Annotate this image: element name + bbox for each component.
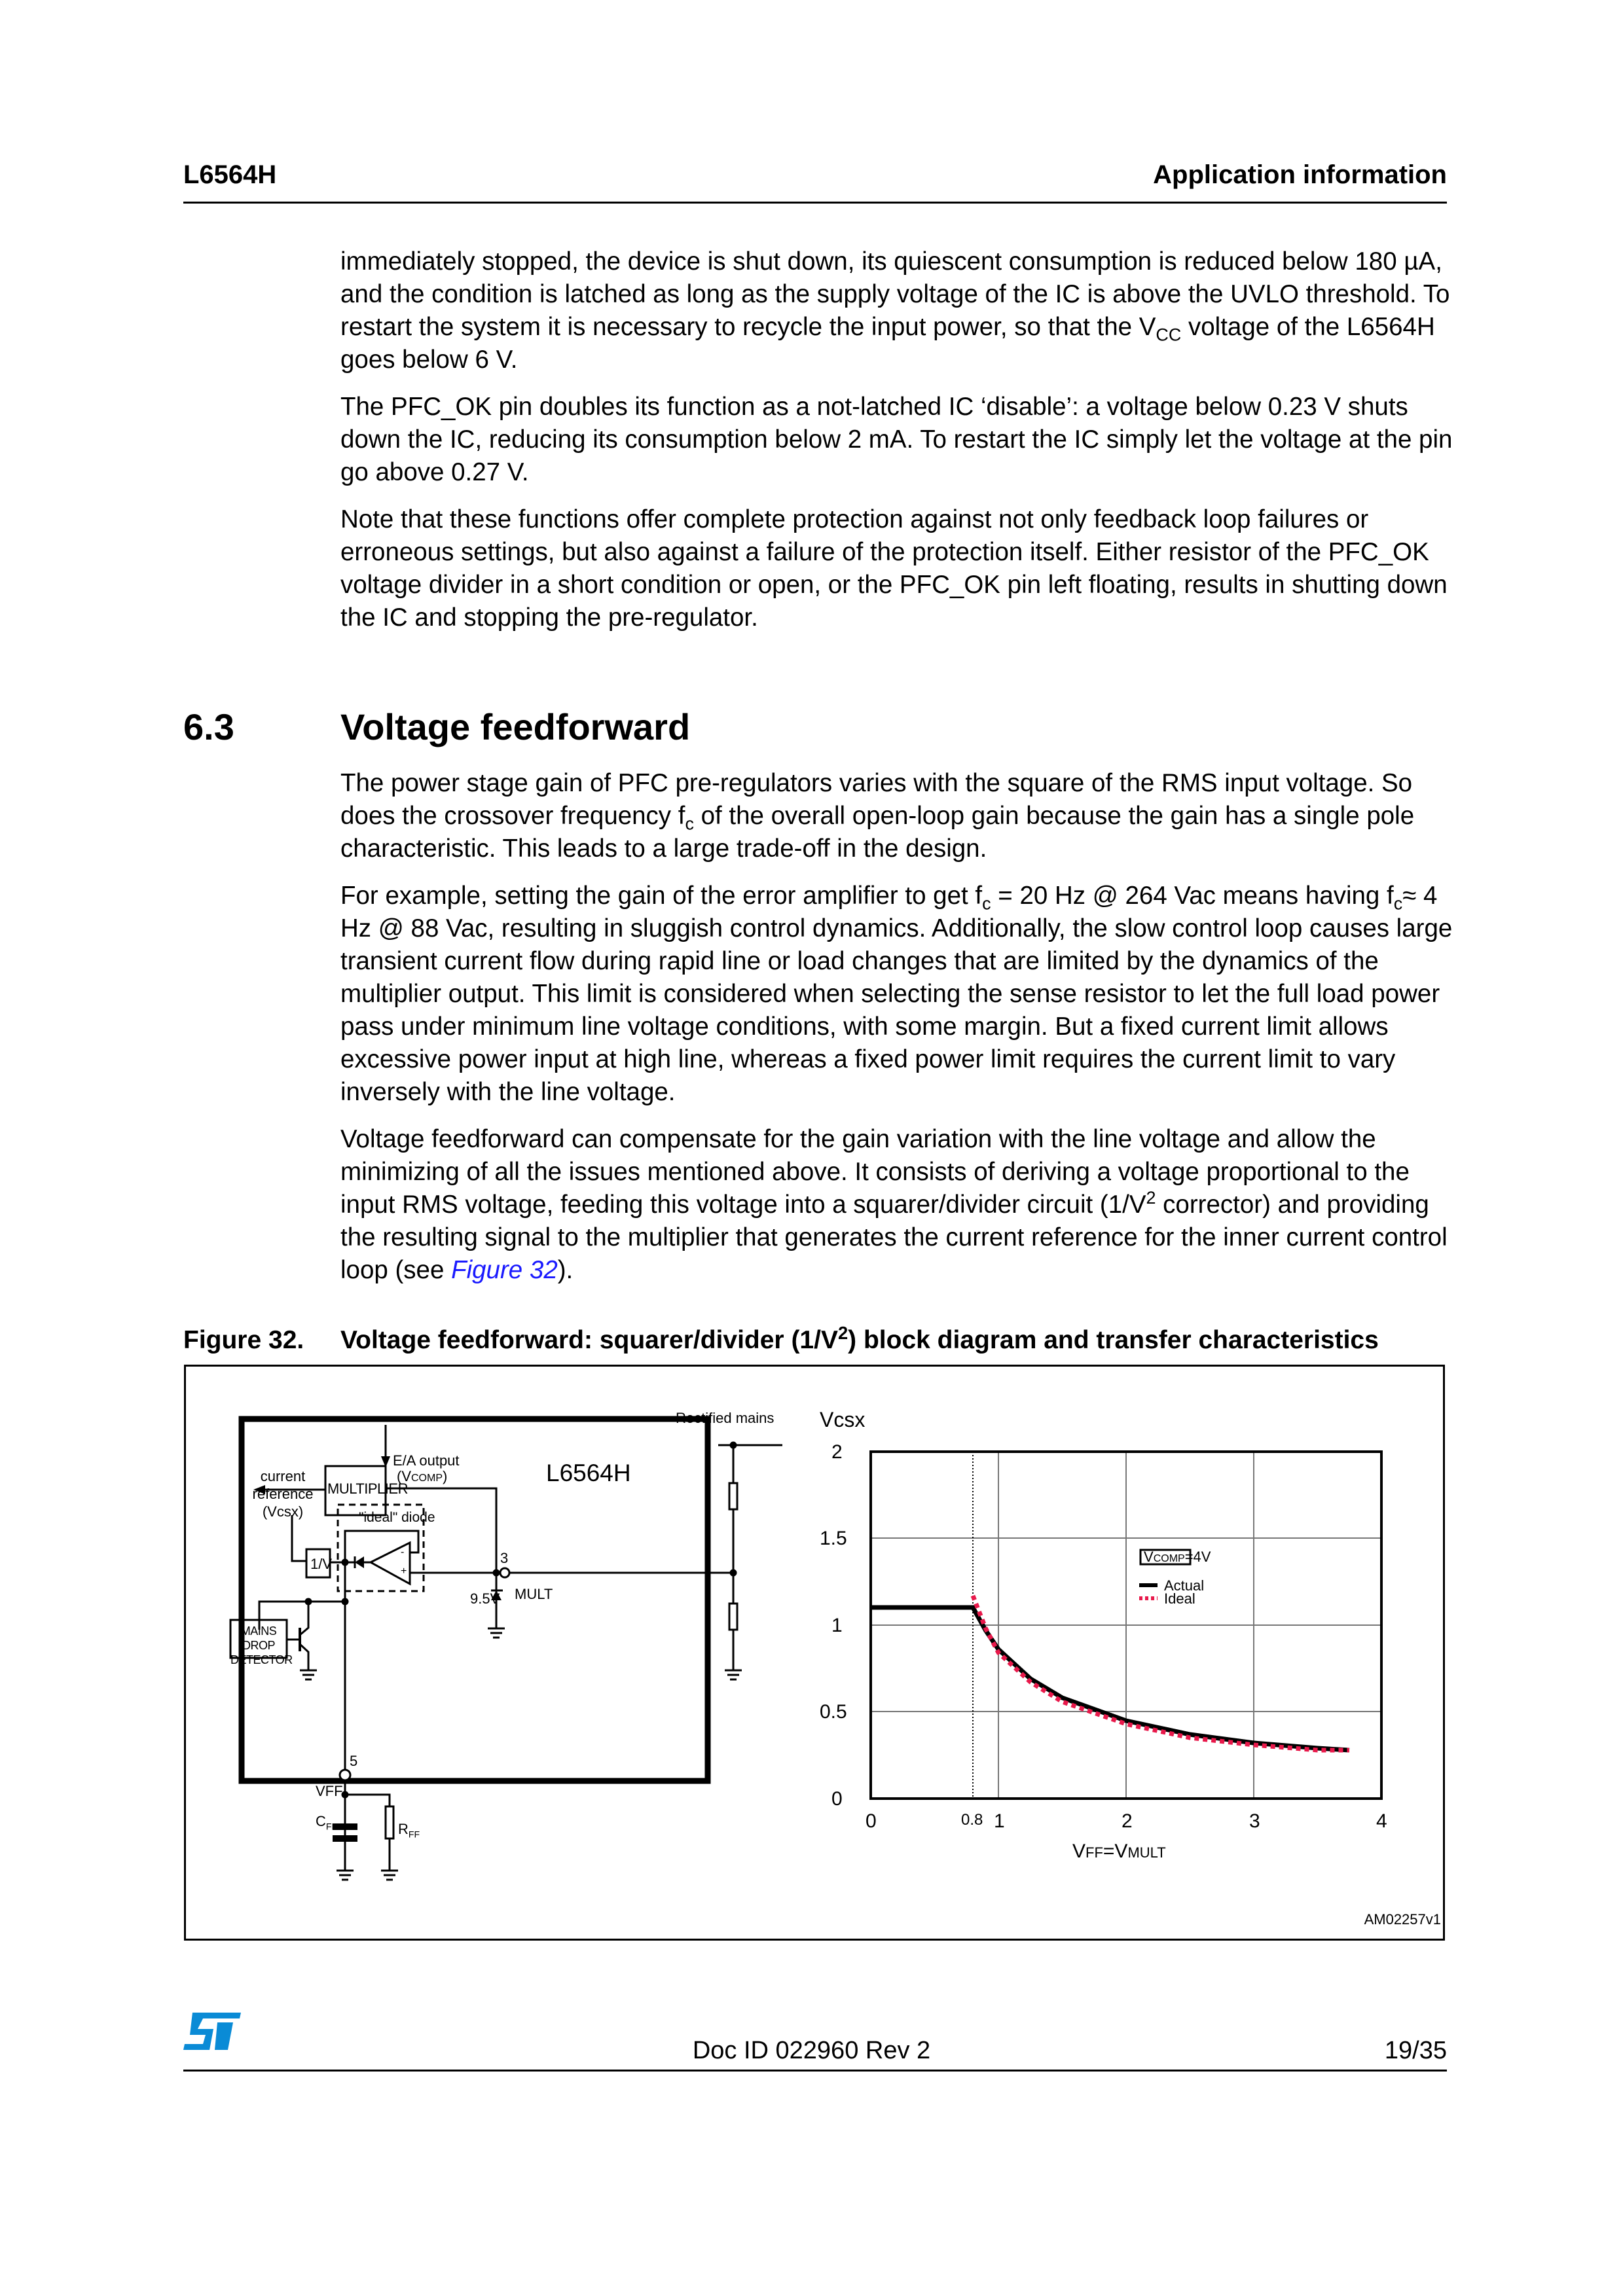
ic-name-label: L6564H <box>546 1460 631 1486</box>
vff-label: VFF <box>316 1783 343 1799</box>
text: corrector) and providing the resulting signal to the multiplier that generates the current reference for the inner current control loop (see <box>340 1191 1448 1284</box>
text: of the overall open-loop gain because the gain has a single pole characteristic. This leads to a large trade-off in the design. <box>340 802 1415 863</box>
subscript: c <box>1393 893 1403 914</box>
text: Voltage feedforward can compensate for the gain variation with the line voltage and allow the minimizing of all the issues mentioned above. It consists of deriving a voltage proportional to the input RMS voltage, feeding this voltage into a squarer/divider circuit (1/V <box>340 1125 1410 1219</box>
opamp-minus-label: - <box>401 1547 405 1558</box>
transfer-chart <box>805 1388 1447 1911</box>
diode-icon <box>355 1556 364 1568</box>
y-tick: 0.5 <box>820 1701 847 1723</box>
x-tick: 3 <box>1249 1810 1260 1832</box>
superscript: 2 <box>1146 1188 1156 1208</box>
multiplier-label: MULTIPLIER <box>327 1480 408 1497</box>
label-line: DETECTOR <box>230 1653 293 1666</box>
caption-text: ) block diagram and transfer characteristics <box>848 1326 1379 1354</box>
subscript: c <box>685 814 694 834</box>
series-actual <box>871 1607 1349 1750</box>
resistor-bottom <box>729 1604 737 1630</box>
mains-drop-label <box>230 1624 293 1667</box>
opamp-plus-label: + <box>401 1566 407 1577</box>
text: = 20 Hz @ 264 Vac means having f <box>991 882 1394 910</box>
text: ). <box>557 1256 574 1284</box>
pin5-icon <box>340 1770 350 1780</box>
label-line: current <box>260 1468 306 1484</box>
paragraph: The PFC_OK pin doubles its function as a not-latched IC ‘disable’: a voltage below 0.23 V shuts down the IC, reducing its consumption below 2 mA. To restart the IC simply let the voltage at the pin go above 0.27 V. <box>340 393 1453 486</box>
x-tick: 0 <box>866 1810 877 1832</box>
section-title: Voltage feedforward <box>340 706 691 747</box>
text: voltage of the L6564H goes below 6 V. <box>340 313 1435 374</box>
y-tick: 1 <box>831 1615 843 1636</box>
inv-label: 1/V <box>310 1556 333 1572</box>
text: The power stage gain of PFC pre-regulators varies with the square of the RMS input voltage. So does the crossover frequency f <box>340 769 1413 830</box>
text: C <box>316 1813 326 1829</box>
x-tick: 4 <box>1376 1810 1387 1832</box>
vcomp-label: VCOMP=4V <box>1144 1549 1211 1565</box>
cff-label <box>316 1813 337 1830</box>
y-tick: 0 <box>831 1788 843 1810</box>
current-reference-label <box>244 1467 322 1520</box>
wire <box>292 1515 306 1561</box>
x-tick: 2 <box>1122 1810 1133 1832</box>
rectified-mains-label: Rectified mains <box>676 1410 775 1426</box>
zener-label: 9.5V <box>470 1590 500 1607</box>
paragraph: Note that these functions offer complete protection against not only feedback loop failures or erroneous settings, but also against a failure of the protection itself. Either resistor of the PFC_OK voltage divider in a short condition or open, or the PFC_OK pin left floating, results in shutting down the IC and stopping the pre-regulator. <box>340 505 1448 632</box>
superscript: 2 <box>837 1323 848 1343</box>
footer-doc-id: Doc ID 022960 Rev 2 <box>692 2037 931 2064</box>
header-section-name: Application information <box>1153 160 1447 189</box>
pin3-icon <box>500 1568 509 1577</box>
label-line: (Vcsx) <box>262 1503 304 1520</box>
subscript: FF <box>408 1829 420 1840</box>
y-axis-title: Vcsx <box>820 1408 866 1431</box>
pin5-label: 5 <box>350 1753 358 1769</box>
text: immediately stopped, the device is shut down, its quiescent consumption is reduced below 180 µA, and the condition is latched as long as the supply voltage of the IC is above the UVLO threshold. To restart the system it is necessary to recycle the input power, so that the V <box>340 247 1450 341</box>
label-line: reference <box>252 1486 314 1502</box>
y-tick: 2 <box>831 1441 843 1463</box>
x-tick: 0.8 <box>961 1811 983 1829</box>
subscript: c <box>982 893 991 914</box>
subscript: CC <box>1156 325 1182 345</box>
ideal-diode-label: "ideal" diode <box>359 1510 435 1525</box>
footer-page-number: 19/35 <box>1384 2037 1447 2064</box>
mult-label: MULT <box>515 1586 553 1602</box>
rff-resistor <box>386 1806 393 1839</box>
label-line: E/A output <box>393 1452 460 1469</box>
y-tick: 1.5 <box>820 1528 847 1549</box>
section-number: 6.3 <box>183 706 234 747</box>
footer-rule <box>183 2070 1447 2072</box>
figure-code: AM02257v1 <box>1364 1911 1441 1928</box>
figure-32-link[interactable]: Figure 32 <box>451 1256 558 1284</box>
text: For example, setting the gain of the error amplifier to get f <box>340 882 983 910</box>
caption-text: Voltage feedforward: squarer/divider (1/V <box>340 1326 838 1354</box>
subscript: FF <box>325 1821 337 1832</box>
label-line: MAINS DROP <box>240 1624 277 1652</box>
x-axis-title: VFF=VMULT <box>1072 1840 1166 1862</box>
pin3-label: 3 <box>500 1550 509 1566</box>
resistor-top <box>729 1483 737 1509</box>
subscript: COMP <box>411 1473 443 1484</box>
text: (V <box>397 1468 411 1484</box>
figure-number: Figure 32. <box>183 1326 304 1354</box>
header-doc-name: L6564H <box>183 160 277 189</box>
legend-actual-label: Actual <box>1164 1577 1205 1594</box>
rff-label <box>398 1821 420 1838</box>
x-tick: 1 <box>994 1810 1005 1832</box>
legend-ideal-label: Ideal <box>1164 1590 1195 1607</box>
text: R <box>398 1821 409 1837</box>
text: ) <box>443 1468 448 1484</box>
text: ≈ 4 Hz @ 88 Vac, resulting in sluggish control dynamics. Additionally, the slow control loop causes large transient current flow during rapid line or load changes that are limited by the dynamics of the multiplier output. This limit is considered when selecting the sense resistor to let the full load power pass under minimum line voltage conditions, with some margin. But a fixed current limit allows excessive power input at high line, whereas a fixed power limit requires the current limit to vary inversely with the line voltage. <box>340 882 1453 1106</box>
